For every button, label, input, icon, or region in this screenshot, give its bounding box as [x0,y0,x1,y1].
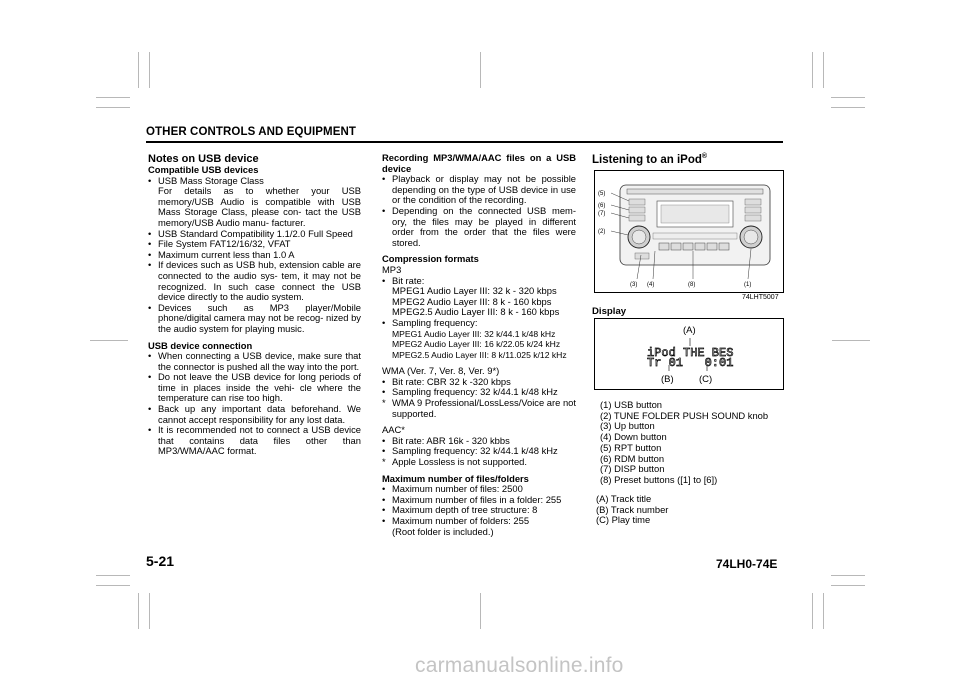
display-line-1: iPod THE BES [647,346,734,360]
list-item: • Maximum current less than 1.0 A [148,250,361,261]
crop-mark [90,340,128,341]
root-folder-note: (Root folder is included.) [392,525,494,537]
list-item: • File System FAT12/16/32, VFAT [148,239,361,250]
ipod-title [592,153,707,166]
crop-mark [149,593,150,629]
list-item: • Sampling frequency: [382,318,576,329]
aac-label: AAC* [382,424,405,436]
list-item [148,176,361,229]
callout-a: (A) [683,325,696,336]
recording-heading: Recording MP3/WMA/AAC files on a USB device [382,152,576,174]
display-heading: Display [592,306,627,317]
crop-mark [831,585,865,586]
bitrate-line: MPEG2 Audio Layer III: 8 k - 160 kbps [392,295,552,307]
list-item: • Bit rate: [382,276,576,287]
list-item: • Sampling frequency: 32 k/44.1 k/48 kHz [382,387,576,398]
registered-mark: ® [701,153,708,160]
header-rule [146,141,783,143]
list-item: • Do not leave the USB device for long periods of time in places inside the vehi- cle where the temperature can rise too high. [148,372,361,404]
list-item: • Depending on the connected USB mem- ory, the files may be played in different order from the order that the files were stored. [382,206,576,248]
usb-notes-column [148,153,361,457]
crop-mark [831,97,865,98]
usb-connection-heading: USB device connection [148,339,253,351]
sampling-line: MPEG1 Audio Layer III: 32 k/44.1 k/48 kHz [392,328,556,339]
maximum-heading: Maximum number of files/folders [382,472,529,484]
legend-item: (6) RDM button [600,452,665,464]
list-item: • It is recommended not to connect a USB device that contains data files other than MP3/WMA/AAC format. [148,425,361,457]
numbered-legend [600,400,768,486]
ipod-title-text: Listening to an iPod [592,153,702,166]
sampling-line: MPEG2.5 Audio Layer III: 8 k/11.025 k/12 kHz [392,349,567,360]
bitrate-line: MPEG1 Audio Layer III: 32 k - 320 kbps [392,285,557,297]
footnote: * WMA 9 Professional/LossLess/Voice are not supported. [382,398,576,419]
callout-7: (7) [598,211,606,217]
document-code: 74LH0-74E [716,557,778,571]
footnote: * Apple Lossless is not supported. [382,457,576,468]
crop-mark [96,107,130,108]
list-item: • When connecting a USB device, make sure that the connector is pushed all the way into the port. [148,351,361,372]
list-item: • Bit rate: ABR 16k - 320 kbbs [382,436,576,447]
crop-mark [138,593,139,629]
audio-unit-drawing [595,171,783,292]
figure-code: 74LHT5007 [742,294,779,301]
list-item: • Maximum number of files: 2500 [382,484,576,495]
display-drawing [595,319,783,389]
legend-item: (5) RPT button [600,441,662,453]
list-item: • USB Standard Compatibility 1.1/2.0 Full Speed [148,229,361,240]
formats-column [382,153,576,537]
crop-mark [96,575,130,576]
crop-mark [812,52,813,88]
usb-notes-title: Notes on USB device [148,153,259,165]
watermark: carmanualsonline.info [415,654,624,677]
legend-item: (2) TUNE FOLDER PUSH SOUND knob [600,409,769,421]
list-item: • Maximum number of files in a folder: 255 [382,495,576,506]
list-item: • Sampling frequency: 32 k/44.1 k/48 kHz [382,446,576,457]
list-item: • Bit rate: CBR 32 k -320 kbps [382,377,576,388]
display-illustration [594,318,784,390]
legend-item: (A) Track title [596,493,652,504]
callout-4: (4) [647,282,655,288]
list-item: • Playback or display may not be possible depending on the type of USB device in use or the condition of the recording. [382,174,576,206]
legend-item: (7) DISP button [600,463,665,475]
legend-item: (1) USB button [600,399,663,410]
list-item-detail: For details as to whether your USB memory/USB Audio is compatible with USB Mass Storage Class, please con- tact the USB memory/USB Audio manu- facturer. [158,185,361,228]
sampling-line: MPEG2 Audio Layer III: 16 k/22.05 k/24 kHz [392,339,561,350]
callout-3: (3) [630,282,638,288]
lettered-legend [596,494,668,526]
callout-c: (C) [699,374,713,385]
callout-b: (B) [661,374,674,385]
crop-mark [480,52,481,88]
callout-6: (6) [598,203,606,209]
crop-mark [823,593,824,629]
list-item: • If devices such as USB hub, extension cable are connected to the audio sys- tem, it may not be recognized. In such case connect the USB device directly to the audio system. [148,260,361,302]
legend-item: (C) Play time [596,514,651,526]
legend-item: (3) Up button [600,420,655,432]
crop-mark [96,97,130,98]
crop-mark [831,107,865,108]
page-number: 5-21 [146,553,175,569]
crop-mark [823,52,824,88]
compatible-devices-heading: Compatible USB devices [148,164,259,175]
list-item-text: USB Mass Storage Class [158,174,264,186]
wma-label: WMA (Ver. 7, Ver. 8, Ver. 9*) [382,365,500,377]
crop-mark [480,593,481,629]
crop-mark [831,575,865,576]
crop-mark [149,52,150,88]
callout-2: (2) [598,229,606,235]
legend-item: (4) Down button [600,431,667,443]
bitrate-line: MPEG2.5 Audio Layer III: 8 k - 160 kbps [392,306,560,318]
list-item: • Back up any important data beforehand. We cannot accept responsibility for any lost data. [148,404,361,425]
crop-mark [832,340,870,341]
legend-item: (B) Track number [596,503,669,515]
callout-1: (1) [744,282,752,288]
display-line-2: Tr 01 0:01 [647,356,734,370]
crop-mark [96,585,130,586]
audio-unit-illustration [594,170,784,293]
legend-item: (8) Preset buttons ([1] to [6]) [600,473,718,485]
compression-heading: Compression formats [382,253,479,265]
list-item: • Devices such as MP3 player/Mobile phone/digital camera may not be recog- nized by the audio system for playing music. [148,303,361,335]
callout-5: (5) [598,191,606,197]
crop-mark [812,593,813,629]
list-item: • Maximum number of folders: 255 [382,516,576,527]
section-title: OTHER CONTROLS AND EQUIPMENT [146,126,357,138]
crop-mark [138,52,139,88]
callout-8: (8) [688,282,696,288]
list-item: • Maximum depth of tree structure: 8 [382,505,576,516]
mp3-label: MP3 [382,263,402,275]
